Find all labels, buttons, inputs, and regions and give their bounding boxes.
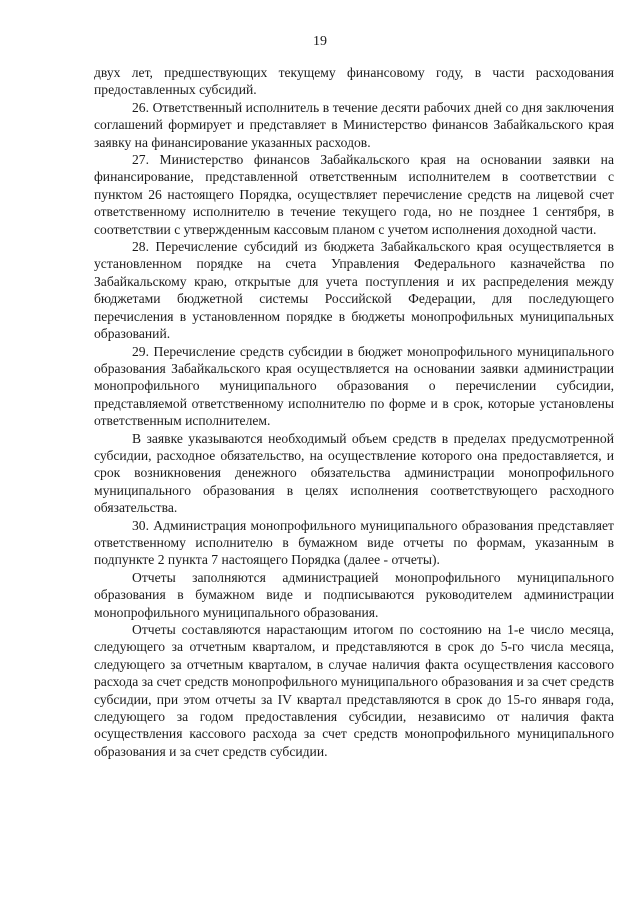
paragraph-item-28: 28. Перечисление субсидий из бюджета Забайкальского края осуществляется в установленном порядке на счета Управления Федерального казначейства по Забайкальскому краю, открытые для учета поступления и их распределения между бюджетами бюджетной системы Российской Федерации, для последующего перечисления в установленном порядке в бюджеты монопрофильных муниципальных образований. xyxy=(94,239,614,342)
paragraph-item-26: 26. Ответственный исполнитель в течение десяти рабочих дней со дня заключения соглашений формирует и представляет в Министерство финансов Забайкальского края заявку на финансирование указанных расходов. xyxy=(94,99,614,150)
paragraph-item-29: 29. Перечисление средств субсидии в бюджет монопрофильного муниципального образования Забайкальского края осуществляется на основании заявки администрации монопрофильного муниципального образования о перечислении субсидии, представляемой ответственному исполнителю по форме и в срок, которые установлены ответственным исполнителем. xyxy=(94,343,614,429)
page-number: 19 xyxy=(313,34,327,49)
paragraph-item-30: 30. Администрация монопрофильного муниципального образования представляет ответственному исполнителю в бумажном виде отчеты по формам, указанным в подпункте 2 пункта 7 настоящего Порядка (далее - отчеты). xyxy=(94,517,614,568)
paragraph-application-details: В заявке указываются необходимый объем средств в пределах предусмотренной субсидии, расходное обязательство, на осуществление которого она предоставляется, и срок возникновения денежного обязательства администрации монопрофильного муниципального образования в целях исполнения соответствующего расходного обязательства. xyxy=(94,430,614,516)
document-body xyxy=(94,64,614,760)
paragraph-item-27: 27. Министерство финансов Забайкальского края на основании заявки на финансирование, представленной ответственным исполнителем в соответствии с пунктом 26 настоящего Порядка, осуществляет перечисление средств на лицевой счет ответственному исполнителю в течение текущего года, но не позднее 1 сентября, в соответствии с утвержденным кассовым планом с учетом исполнения доходной части. xyxy=(94,152,614,237)
paragraph-reports-filling: Отчеты заполняются администрацией монопрофильного муниципального образования в бумажном виде и подписываются руководителем администрации монопрофильного муниципального образования. xyxy=(94,569,614,620)
paragraph-continuation: двух лет, предшествующих текущему финансовому году, в части расходования предоставленных субсидий. xyxy=(94,65,614,98)
paragraph-reports-deadlines: Отчеты составляются нарастающим итогом по состоянию на 1-е число месяца, следующего за отчетным кварталом, и представляются в срок до 5-го числа месяца, следующего за отчетным кварталом, в случае наличия факта осуществления кассового расхода за счет средств монопрофильного муниципального образования и за счет средств субсидии, при этом отчеты за IV квартал представляются в срок до 15-го января года, следующего за годом предоставления субсидии, независимо от наличия факта осуществления кассового расхода за счет средств монопрофильного муниципального образования и за счет средств субсидии. xyxy=(94,622,614,759)
